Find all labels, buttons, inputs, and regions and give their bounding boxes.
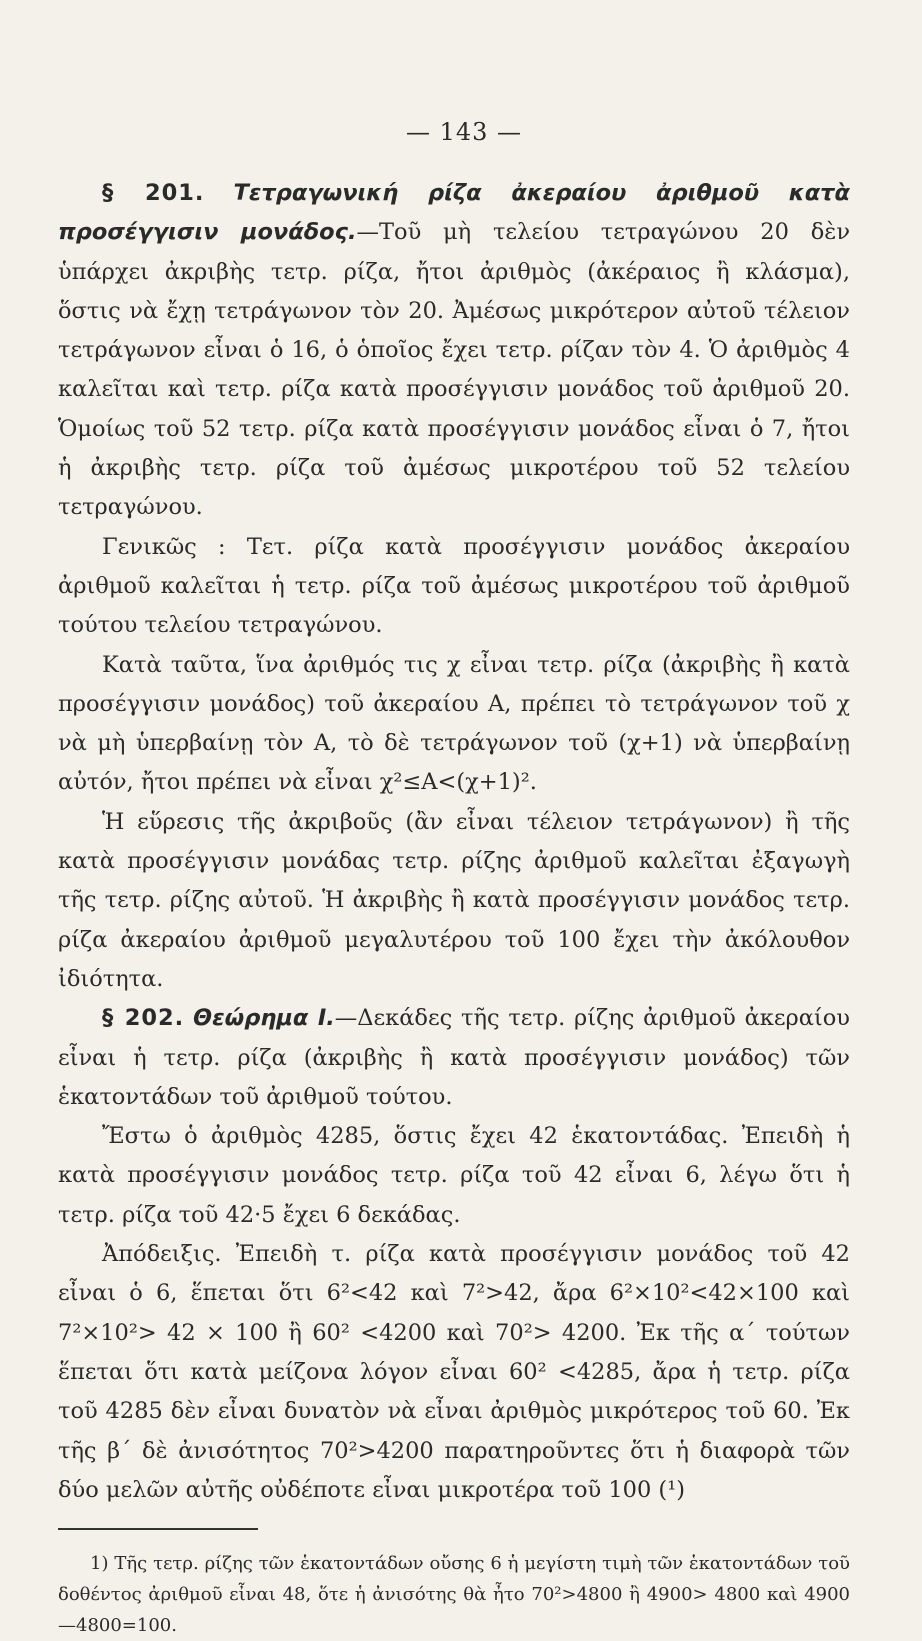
paragraph-generally: Γενικῶς : Τετ. ρίζα κατὰ προσέγγισιν μονάδος ἀκεραίου ἀριθμοῦ καλεῖται ἡ τετρ. ρίζα τοῦ ἀμέσως μικροτέρου τοῦ ἀριθμοῦ τούτου τελείου τετραγώνου. (58, 533, 850, 639)
section-201-body: —Τοῦ μὴ τελείου τετραγώνου 20 δὲν ὑπάρχει ἀκριβὴς τετρ. ρίζα, ἤτοι ἀριθμὸς (ἀκέραιος ἢ κλάσμα), ὅστις νὰ ἔχῃ τετράγωνον τὸν 20. Ἀμέσως μικρότερον αὐτοῦ τέλειον τετράγωνον εἶναι ὁ 16, ὁ ὁποῖος ἔχει τετρ. ρίζαν τὸν 4. Ὁ ἀριθμὸς 4 καλεῖται καὶ τετρ. ρίζα κατὰ προσέγγισιν μονάδος τοῦ ἀριθμοῦ 20. Ὁμοίως τοῦ 52 τετρ. ρίζα κατὰ προσέγγισιν μονάδος εἶναι ὁ 7, ἤτοι ἡ ἀκριβὴς τετρ. ρίζα τοῦ ἀμέσως μικροτέρου τοῦ 52 τελείου τετραγώνου. (58, 219, 850, 521)
section-201-title: Τετραγωνική ρίζα ἀκεραίου ἀριθμοῦ κατὰ προσέγγισιν μονάδος. (58, 180, 850, 246)
main-text (58, 174, 850, 1510)
paragraph-extraction: Ἡ εὕρεσις τῆς ἀκριβοῦς (ἂν εἶναι τέλειον τετράγωνον) ἢ τῆς κατὰ προσέγγισιν μονάδας τετρ. ρίζης ἀριθμοῦ καλεῖται ἐξαγωγὴ τῆς τετρ. ρίζης αὐτοῦ. Ἡ ἀκριβὴς ἢ κατὰ προσέγγισιν μονάδος τετρ. ρίζα ἀκεραίου ἀριθμοῦ μεγαλυτέρου τοῦ 100 ἔχει τὴν ἀκόλουθον ἰδιότητα. (58, 808, 850, 992)
paragraph-proof: Ἀπόδειξις. Ἐπειδὴ τ. ρίζα κατὰ προσέγγισιν μονάδος τοῦ 42 εἶναι ὁ 6, ἕπεται ὅτι 6²<42 καὶ 7²>42, ἄρα 6²×10²<42×100 καὶ 7²×10²> 42 × 100 ἢ 60² <4200 καὶ 70²> 4200. Ἐκ τῆς α΄ τούτων ἕπεται ὅτι κατὰ μείζονα λόγον εἶναι 60² <4285, ἄρα ἡ τετρ. ρίζα τοῦ 4285 δὲν εἶναι δυνατὸν νὰ εἶναι ἀριθμὸς μικρότερος τοῦ 60. Ἐκ τῆς β΄ δὲ ἀνισότητος 70²>4200 παρατηροῦντες ὅτι ἡ διαφορὰ τῶν δύο μελῶν αὐτῆς οὐδέποτε εἶναι μικροτέρα τοῦ 100 (¹) (58, 1241, 850, 1503)
footnote-text: 1) Τῆς τετρ. ρίζης τῶν ἑκατοντάδων οὔσης 6 ἡ μεγίστη τιμὴ τῶν ἑκατοντάδων τοῦ δοθέντος ἀριθμοῦ εἶναι 48, ὅτε ἡ ἀνισότης θὰ ἦτο 70²>4800 ἢ 4900> 4800 καὶ 4900—4800=100. (58, 1553, 850, 1637)
paragraph-condition: Κατὰ ταῦτα, ἵνα ἀριθμός τις χ εἶναι τετρ. ρίζα (ἀκριβὴς ἢ κατὰ προσέγγισιν μονάδος) τοῦ ἀκεραίου Α, πρέπει τὸ τετράγωνον τοῦ χ νὰ μὴ ὑπερβαίνῃ τὸν Α, τὸ δὲ τετράγωνον τοῦ (χ+1) νὰ ὑπερβαίνῃ αὐτόν, ἤτοι πρέπει νὰ εἶναι χ²≤Α<(χ+1)². (58, 651, 850, 796)
footnote (58, 1548, 850, 1641)
section-201-number: § 201. (102, 180, 205, 206)
paragraph-example: Ἔστω ὁ ἀριθμὸς 4285, ὅστις ἔχει 42 ἑκατοντάδας. Ἐπειδὴ ἡ κατὰ προσέγγισιν μονάδος τετρ. ρίζα τοῦ 42 εἶναι 6, λέγω ὅτι ἡ τετρ. ρίζα τοῦ 42·5 ἔχει 6 δεκάδας. (58, 1123, 850, 1228)
theorem-title: Θεώρημα I. (193, 1005, 335, 1032)
section-201-paragraph (58, 174, 850, 528)
section-202-number: § 202. (102, 1005, 185, 1032)
footnote-divider (58, 1528, 258, 1530)
section-202-paragraph (58, 999, 850, 1117)
page-number: — 143 — (405, 118, 523, 146)
section-202-body: —Δεκάδες τῆς τετρ. ρίζης ἀριθμοῦ ἀκεραίου εἶναι ἡ τετρ. ρίζα (ἀκριβὴς ἢ κατὰ προσέγγισιν μονάδος) τῶν ἑκατοντάδων τοῦ ἀριθμοῦ τούτου. (58, 1005, 850, 1110)
